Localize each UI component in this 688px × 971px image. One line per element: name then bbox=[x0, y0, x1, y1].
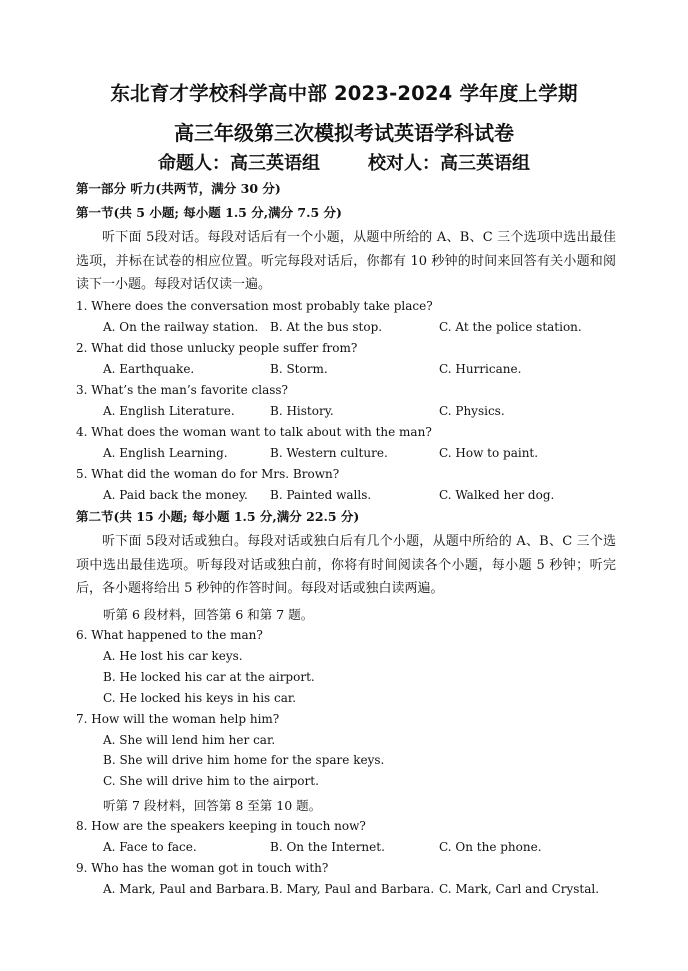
question-9-option-c: C. Mark, Carl and Crystal. bbox=[439, 882, 600, 896]
question-3-option-b: B. History. bbox=[270, 404, 334, 418]
question-7-option-b: B. She will drive him home for the spare keys. bbox=[103, 753, 385, 767]
question-2-option-c: C. Hurricane. bbox=[439, 362, 522, 376]
question-9-option-b: B. Mary, Paul and Barbara. bbox=[270, 882, 435, 896]
question-1-option-a: A. On the railway station. bbox=[103, 320, 259, 334]
question-7-option-a: A. She will lend him her car. bbox=[103, 733, 276, 747]
proofreader-credit: 校对人：高三英语组 bbox=[368, 153, 530, 174]
question-4-option-c: C. How to paint. bbox=[439, 446, 539, 460]
question-2-option-a: A. Earthquake. bbox=[103, 362, 195, 376]
question-6-option-b: B. He locked his car at the airport. bbox=[103, 670, 315, 684]
exam-title-line1: 东北育才学校科学高中部 2023-2024 学年度上学期 bbox=[110, 82, 578, 105]
question-6-option-c: C. He locked his keys in his car. bbox=[103, 691, 297, 705]
section1-instructions: 听下面 5段对话。每段对话后有一个小题，从题中所给的 A、B、C 三个选项中选出最佳选项，并标在试卷的相应位置。听完每段对话后，你都有 10 秒钟的时间来回答有关小题和阅读下一小题。每段对话仅读一遍。 bbox=[76, 230, 616, 293]
question-5-option-a: A. Paid back the money. bbox=[103, 488, 248, 502]
question-1-stem: 1. Where does the conversation most probably take place? bbox=[76, 299, 433, 313]
question-9-stem: 9. Who has the woman got in touch with? bbox=[76, 861, 329, 875]
question-2-stem: 2. What did those unlucky people suffer from? bbox=[76, 341, 358, 355]
question-4-option-a: A. English Learning. bbox=[103, 446, 228, 460]
question-8-option-a: A. Face to face. bbox=[103, 840, 197, 854]
question-7-option-c: C. She will drive him to the airport. bbox=[103, 774, 319, 788]
question-6-option-a: A. He lost his car keys. bbox=[103, 649, 243, 663]
question-2-option-b: B. Storm. bbox=[270, 362, 328, 376]
question-5-stem: 5. What did the woman do for Mrs. Brown? bbox=[76, 467, 340, 481]
exam-credits bbox=[0, 149, 688, 175]
question-3-stem: 3. What’s the man’s favorite class? bbox=[76, 383, 288, 397]
question-1-option-c: C. At the police station. bbox=[439, 320, 582, 334]
question-8-option-b: B. On the Internet. bbox=[270, 840, 385, 854]
question-4-option-b: B. Western culture. bbox=[270, 446, 388, 460]
section2-heading: 第二节(共 15 小题; 每小题 1.5 分,满分 22.5 分) bbox=[76, 509, 360, 524]
question-6-stem: 6. What happened to the man? bbox=[76, 628, 263, 642]
question-4-stem: 4. What does the woman want to talk about with the man? bbox=[76, 425, 432, 439]
part1-heading: 第一部分 听力(共两节，满分 30 分) bbox=[76, 181, 281, 196]
section1-heading: 第一节(共 5 小题; 每小题 1.5 分,满分 7.5 分) bbox=[76, 205, 342, 220]
question-7-stem: 7. How will the woman help him? bbox=[76, 712, 280, 726]
question-5-option-c: C. Walked her dog. bbox=[439, 488, 555, 502]
question-8-option-c: C. On the phone. bbox=[439, 840, 542, 854]
author-credit: 命题人：高三英语组 bbox=[158, 153, 320, 174]
question-3-option-c: C. Physics. bbox=[439, 404, 505, 418]
question-1-option-b: B. At the bus stop. bbox=[270, 320, 383, 334]
exam-title-line2: 高三年级第三次模拟考试英语学科试卷 bbox=[174, 121, 514, 145]
question-3-option-a: A. English Literature. bbox=[103, 404, 235, 418]
section2-instructions: 听下面 5段对话或独白。每段对话或独白后有几个小题，从题中所给的 A、B、C 三个选项中选出最佳选项。听每段对话或独白前，你将有时间阅读各个小题，每小题 5 秒钟；听完后，各小题将给出 5 秒钟的作答时间。每段对话或独白读两遍。 bbox=[76, 534, 616, 597]
material-7-note: 听第 7 段材料，回答第 8 至第 10 题。 bbox=[103, 798, 322, 813]
material-6-note: 听第 6 段材料，回答第 6 和第 7 题。 bbox=[103, 607, 314, 622]
question-8-stem: 8. How are the speakers keeping in touch now? bbox=[76, 819, 366, 833]
question-9-option-a: A. Mark, Paul and Barbara. bbox=[103, 882, 270, 896]
question-5-option-b: B. Painted walls. bbox=[270, 488, 372, 502]
